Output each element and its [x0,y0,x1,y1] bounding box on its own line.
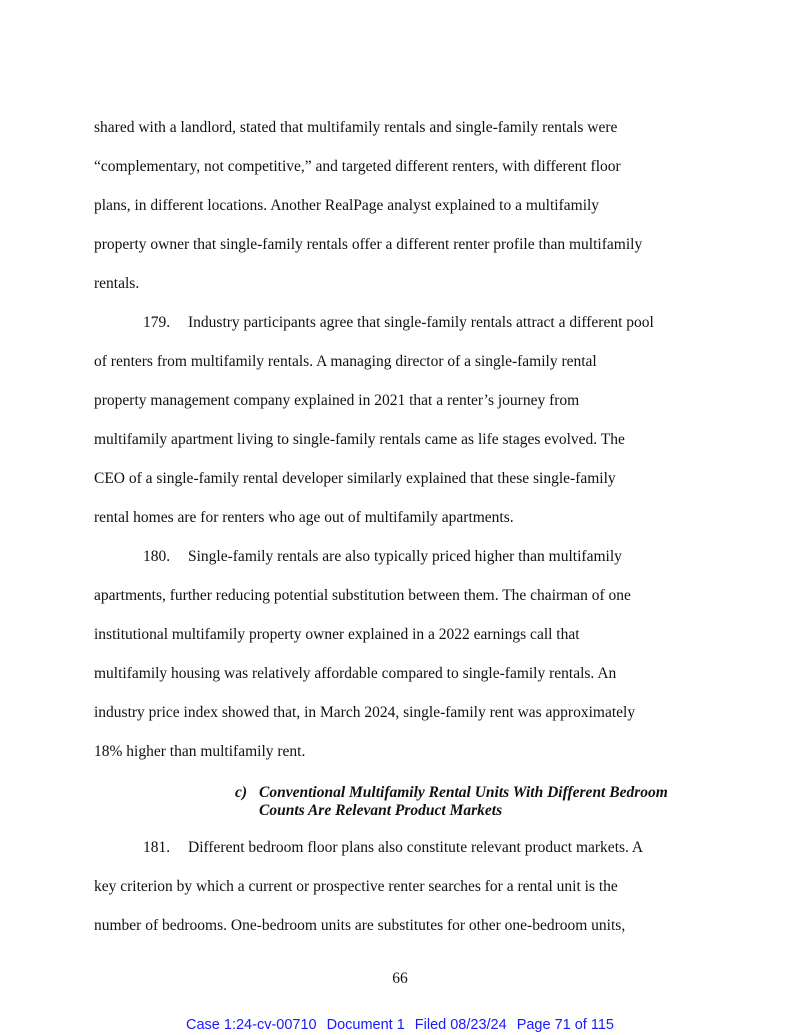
text-line [94,626,580,644]
line-text: institutional multifamily property owner explained in a 2022 earnings call that [94,626,580,643]
line-text: number of bedrooms. One-bedroom units are substitutes for other one-bedroom units, [94,917,626,934]
text-line [94,917,625,935]
heading-text: Conventional Multifamily Rental Units With Different Bedroom [259,784,668,801]
line-text: key criterion by which a current or prospective renter searches for a rental unit is the [94,878,618,895]
line-text: rental homes are for renters who age out of multifamily apartments. [94,509,514,526]
text-line [94,704,635,722]
text-line [94,431,625,449]
heading-text: Counts Are Relevant Product Markets [259,802,503,819]
line-text: multifamily housing was relatively affordable compared to single-family rentals. An [94,665,617,682]
line-text: property owner that single-family rentals offer a different renter profile than multifamily [94,236,643,253]
line-text: rentals. [94,275,140,292]
text-line [94,509,514,527]
line-text: Industry participants agree that single-family rentals attract a different pool [188,314,654,331]
heading-label: c) [235,784,248,801]
document-number: Document 1 [326,1017,405,1033]
text-line [94,878,618,896]
case-footer [0,1017,800,1033]
line-text: multifamily apartment living to single-family rentals came as life stages evolved. The [94,431,625,448]
page-count: Page 71 of 115 [516,1017,614,1033]
text-line [94,158,621,176]
text-line [94,470,616,488]
paragraph-number: 179. [143,314,171,331]
line-text: 18% higher than multifamily rent. [94,743,306,760]
line-text: apartments, further reducing potential substitution between them. The chairman of one [94,587,631,604]
filed-date: Filed 08/23/24 [414,1017,507,1033]
text-line [94,119,617,137]
case-number: Case 1:24-cv-00710 [186,1017,317,1033]
page-number: 66 [392,970,408,987]
text-line [94,275,139,293]
text-line [94,587,631,605]
paragraph-number: 180. [143,548,171,565]
line-text: Single-family rentals are also typically priced higher than multifamily [188,548,622,565]
line-text: CEO of a single-family rental developer similarly explained that these single-family [94,470,616,487]
line-text: Different bedroom floor plans also constitute relevant product markets. A [188,839,644,856]
text-line [94,392,579,410]
line-text: plans, in different locations. Another RealPage analyst explained to a multifamily [94,197,600,214]
line-text: “complementary, not competitive,” and targeted different renters, with different floor [94,158,621,175]
text-line [94,197,599,215]
text-line [94,743,305,761]
line-text: of renters from multifamily rentals. A managing director of a single-family rental [94,353,597,370]
heading-line [235,802,502,820]
line-text: property management company explained in 2021 that a renter’s journey from [94,392,580,409]
text-line [143,839,643,857]
line-text: industry price index showed that, in March 2024, single-family rent was approximately [94,704,636,721]
text-line [94,236,642,254]
text-line [143,548,622,566]
text-line [94,353,597,371]
text-line [143,314,654,332]
heading-line [235,784,668,802]
text-line [94,665,616,683]
paragraph-number: 181. [143,839,171,856]
line-text: shared with a landlord, stated that multifamily rentals and single-family rentals were [94,119,618,136]
